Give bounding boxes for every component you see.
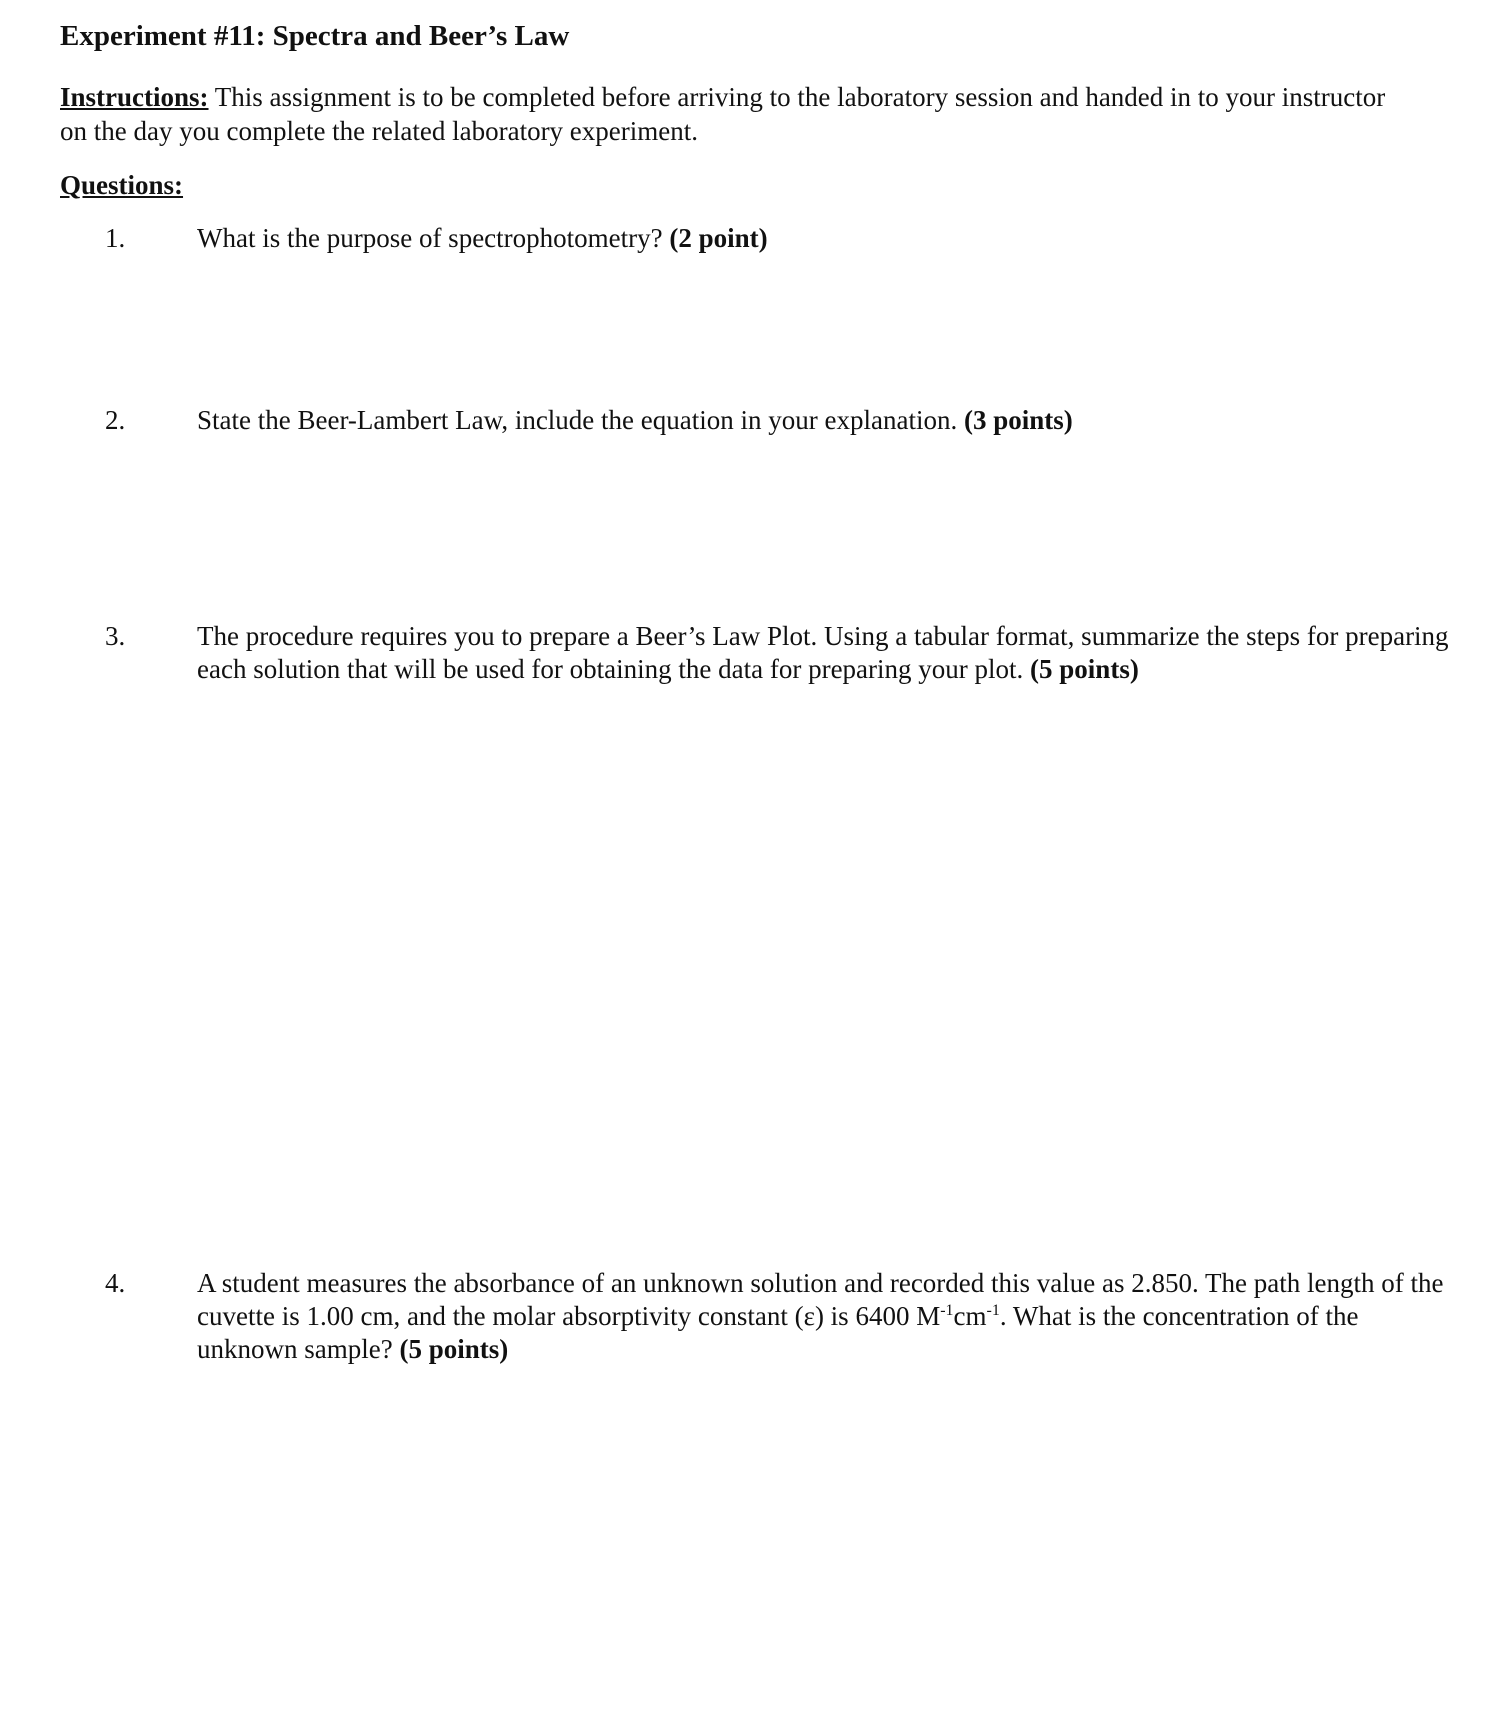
question-points: (3 points)	[963, 405, 1073, 435]
question-4	[105, 1267, 1465, 1366]
question-3	[105, 620, 1465, 686]
question-body	[197, 620, 1465, 686]
question-2	[105, 404, 1465, 437]
question-1	[105, 222, 1465, 255]
question-number: 4.	[105, 1268, 126, 1298]
question-number: 1.	[105, 223, 126, 253]
superscript-exponent: -1	[986, 1302, 1000, 1319]
instructions-paragraph	[60, 80, 1390, 148]
question-body	[197, 222, 1465, 255]
question-points: (5 points)	[1030, 654, 1139, 684]
instructions-label: Instructions:	[60, 82, 209, 112]
question-text-end: . What is the concentration of the unknown sample?	[197, 1301, 1359, 1364]
instructions-text: This assignment is to be completed before arriving to the laboratory session and handed in to your instructor on the day you complete the related laboratory experiment.	[60, 82, 1386, 146]
question-body	[197, 1267, 1465, 1366]
questions-heading: Questions:	[60, 170, 184, 200]
question-points: (5 points)	[399, 1334, 509, 1364]
superscript-exponent: -1	[940, 1302, 954, 1319]
question-text: The procedure requires you to prepare a Beer’s Law Plot. Using a tabular format, summarize the steps for preparing each solution that will be used for obtaining the data for preparing your plot.	[197, 621, 1449, 684]
question-number: 2.	[105, 405, 126, 435]
question-number: 3.	[105, 621, 126, 651]
question-text: What is the purpose of spectrophotometry?	[197, 223, 670, 253]
question-text: State the Beer-Lambert Law, include the equation in your explanation.	[197, 405, 964, 435]
question-text: A student measures the absorbance of an unknown solution and recorded this value as 2.850. The path length of the cuvette is 1.00 cm, and the molar absorptivity constant (ε) is 6400 M	[197, 1268, 1444, 1331]
question-text-unit: cm	[953, 1301, 987, 1331]
question-points: (2 point)	[669, 223, 768, 253]
page-title: Experiment #11: Spectra and Beer’s Law	[60, 20, 570, 52]
question-body	[197, 404, 1465, 437]
